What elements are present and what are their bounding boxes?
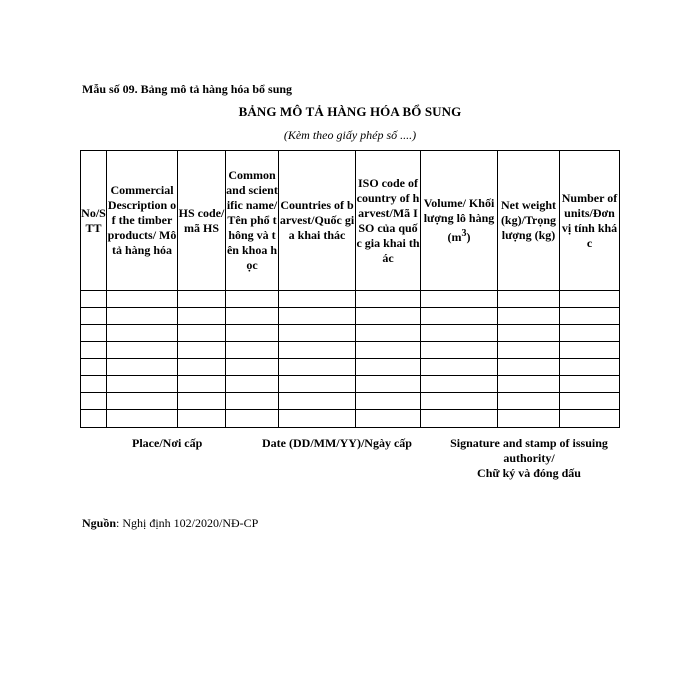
table-cell bbox=[178, 308, 226, 325]
document-subtitle: (Kèm theo giấy phép số ....) bbox=[283, 128, 417, 142]
table-cell bbox=[560, 308, 620, 325]
table-cell bbox=[421, 325, 498, 342]
table-cell bbox=[356, 308, 421, 325]
table-cell bbox=[498, 342, 560, 359]
table-cell bbox=[107, 325, 178, 342]
table-cell bbox=[81, 393, 107, 410]
table-cell bbox=[226, 359, 279, 376]
signature-label: Signature and stamp of issuing authority/ bbox=[450, 436, 608, 465]
table-cell bbox=[107, 359, 178, 376]
table-cell bbox=[81, 308, 107, 325]
table-cell bbox=[279, 342, 356, 359]
table-cell bbox=[498, 410, 560, 428]
form-number: Mẫu số 09. Bảng mô tả hàng hóa bổ sung bbox=[82, 82, 293, 96]
table-cell bbox=[421, 410, 498, 428]
column-header-name: Common and scientific name/ Tên phổ thông và tên khoa học bbox=[226, 151, 279, 291]
table-cell bbox=[81, 325, 107, 342]
column-header-description: Commercial Description of the timber products/ Mô tả hàng hóa bbox=[107, 151, 178, 291]
table-cell bbox=[356, 393, 421, 410]
table-cell bbox=[560, 393, 620, 410]
table-cell bbox=[81, 291, 107, 308]
table-cell bbox=[226, 410, 279, 428]
goods-description-table bbox=[80, 150, 620, 428]
table-cell bbox=[226, 393, 279, 410]
table-row bbox=[81, 393, 620, 410]
table-cell bbox=[107, 410, 178, 428]
table-cell bbox=[178, 291, 226, 308]
table-cell bbox=[107, 291, 178, 308]
date-label: Date (DD/MM/YY)/Ngày cấp bbox=[262, 436, 412, 450]
table-cell bbox=[178, 393, 226, 410]
document-title: BẢNG MÔ TẢ HÀNG HÓA BỔ SUNG bbox=[238, 104, 462, 119]
table-cell bbox=[498, 308, 560, 325]
table-cell bbox=[356, 325, 421, 342]
table-row bbox=[81, 342, 620, 359]
table-cell bbox=[498, 291, 560, 308]
table-cell bbox=[226, 291, 279, 308]
source-text: : Nghị định 102/2020/NĐ-CP bbox=[116, 516, 259, 530]
column-header-volume: Volume/ Khối lượng lô hàng $(m^3)$ bbox=[421, 151, 498, 291]
signature-label-vi: Chữ ký và đóng dấu bbox=[477, 466, 581, 480]
table-row bbox=[81, 325, 620, 342]
table-cell bbox=[560, 376, 620, 393]
table-cell bbox=[279, 410, 356, 428]
table-cell bbox=[356, 410, 421, 428]
table-cell bbox=[81, 359, 107, 376]
table-cell bbox=[226, 376, 279, 393]
table-cell bbox=[279, 325, 356, 342]
table-cell bbox=[226, 325, 279, 342]
signature-block bbox=[434, 436, 624, 481]
source-note bbox=[82, 516, 258, 531]
column-header-net-weight: Net weight (kg)/Trọng lượng (kg) bbox=[498, 151, 560, 291]
table-cell bbox=[81, 342, 107, 359]
table-cell bbox=[498, 359, 560, 376]
table-header-row bbox=[81, 151, 620, 291]
table-cell bbox=[421, 376, 498, 393]
table-cell bbox=[560, 325, 620, 342]
table-cell bbox=[421, 308, 498, 325]
table-cell bbox=[560, 359, 620, 376]
table-cell bbox=[279, 291, 356, 308]
table-cell bbox=[178, 410, 226, 428]
table-cell bbox=[356, 359, 421, 376]
table-cell bbox=[560, 291, 620, 308]
table-cell bbox=[107, 393, 178, 410]
table-cell bbox=[107, 308, 178, 325]
table-cell bbox=[279, 376, 356, 393]
table-cell bbox=[356, 291, 421, 308]
source-label: Nguồn bbox=[82, 516, 117, 530]
table-cell bbox=[178, 359, 226, 376]
table-cell bbox=[107, 376, 178, 393]
table-cell bbox=[498, 376, 560, 393]
table-row bbox=[81, 359, 620, 376]
table-cell bbox=[421, 359, 498, 376]
table-cell bbox=[178, 342, 226, 359]
table-cell bbox=[421, 393, 498, 410]
column-header-no: No/STT bbox=[81, 151, 107, 291]
table-cell bbox=[81, 376, 107, 393]
table-cell bbox=[421, 342, 498, 359]
table-cell bbox=[279, 393, 356, 410]
table-cell bbox=[279, 359, 356, 376]
table-row bbox=[81, 308, 620, 325]
column-header-hs-code: HS code/mã HS bbox=[178, 151, 226, 291]
table-cell bbox=[81, 410, 107, 428]
table-cell bbox=[178, 325, 226, 342]
table-cell bbox=[560, 410, 620, 428]
table-cell bbox=[356, 342, 421, 359]
place-label: Place/Nơi cấp bbox=[132, 436, 203, 450]
column-header-country: Countries of barvest/Quốc gia khai thác bbox=[279, 151, 356, 291]
table-cell bbox=[560, 342, 620, 359]
table-cell bbox=[498, 393, 560, 410]
table-row bbox=[81, 376, 620, 393]
table-row bbox=[81, 410, 620, 428]
table-cell bbox=[498, 325, 560, 342]
column-header-iso-code: ISO code of country of harvest/Mã ISO của quốc gia khai thác bbox=[356, 151, 421, 291]
table-cell bbox=[226, 342, 279, 359]
table-row bbox=[81, 291, 620, 308]
table-cell bbox=[178, 376, 226, 393]
table-cell bbox=[421, 291, 498, 308]
table-cell bbox=[279, 308, 356, 325]
table-cell bbox=[226, 308, 279, 325]
table-cell bbox=[107, 342, 178, 359]
table-cell bbox=[356, 376, 421, 393]
column-header-units: Number of units/Đơn vị tính khác bbox=[560, 151, 620, 291]
